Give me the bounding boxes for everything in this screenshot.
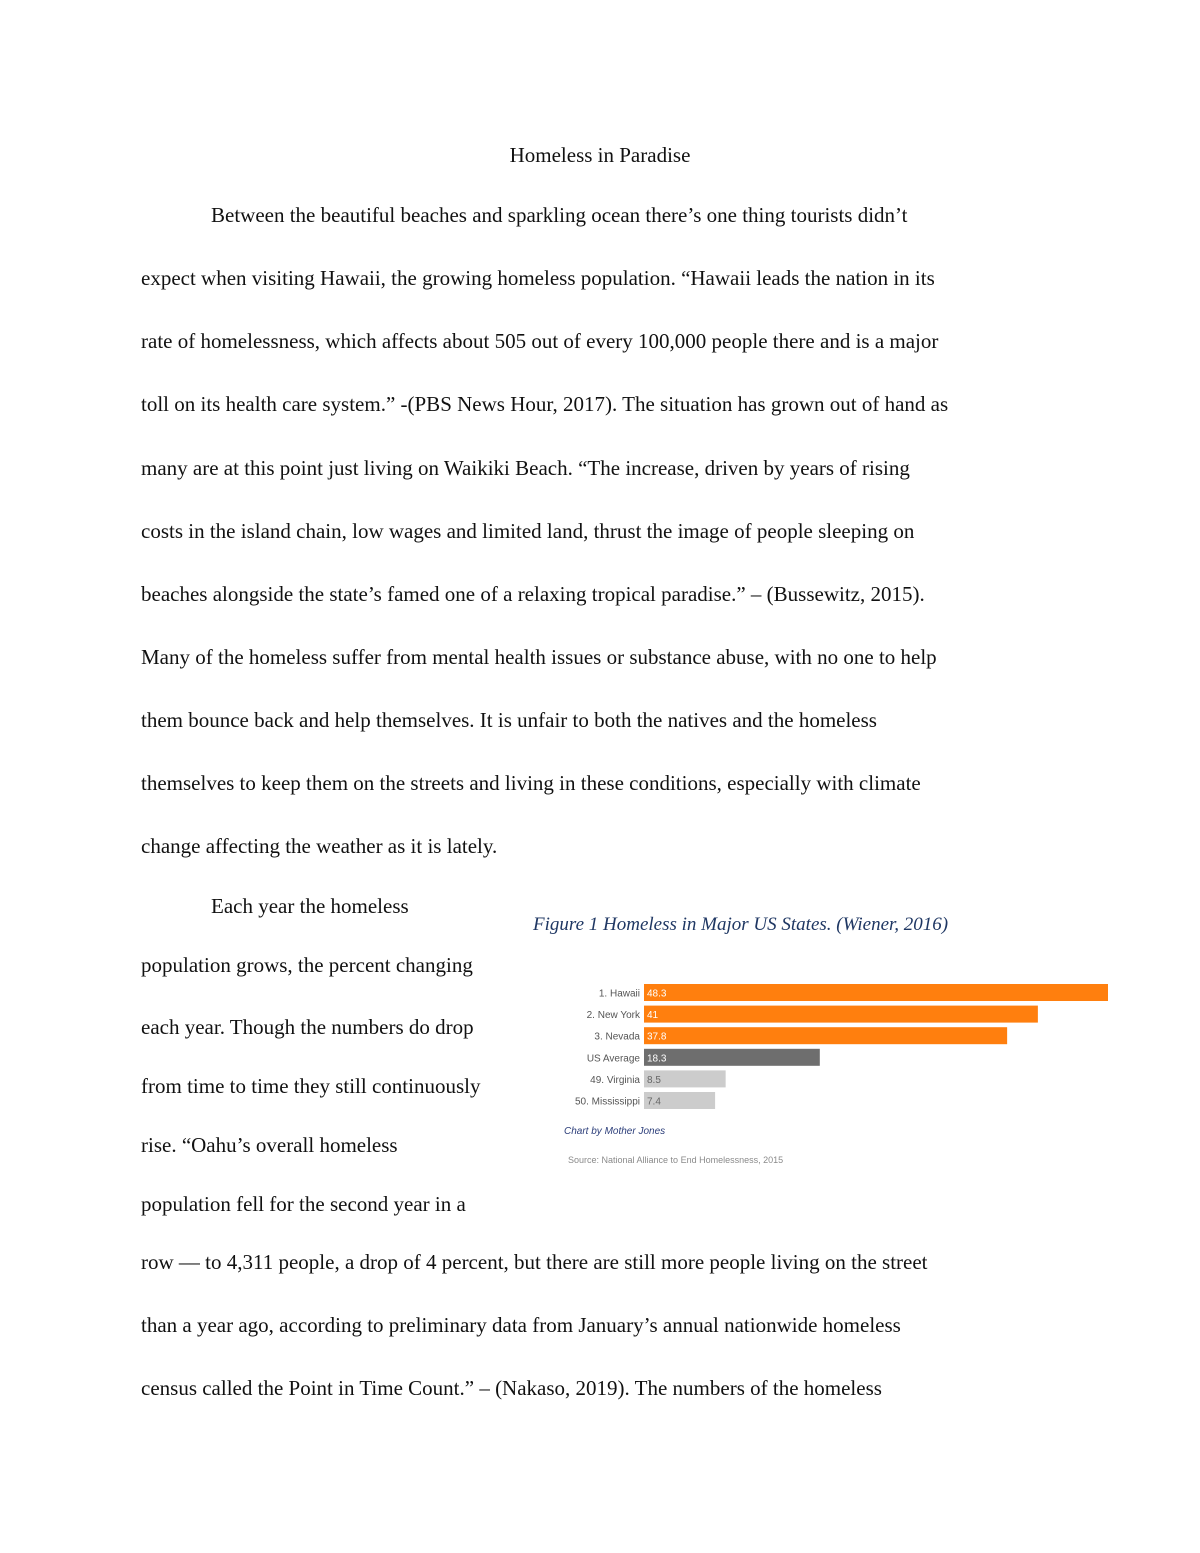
category-label: 3. Nevada (594, 1031, 640, 1043)
value-label: 18.3 (647, 1053, 667, 1065)
category-label: 50. Mississippi (574, 1096, 640, 1108)
paragraph-line: rate of homelessness, which affects about 505 out of every 100,000 people there and is a major (141, 329, 939, 353)
value-label: 7.4 (647, 1096, 661, 1108)
chart-source: Source: National Alliance to End Homelessness, 2015 (568, 1155, 784, 1165)
bar (644, 1006, 1038, 1023)
paragraph-line: expect when visiting Hawaii, the growing homeless population. “Hawaii leads the nation in its (141, 266, 935, 290)
category-label: 49. Virginia (590, 1074, 640, 1086)
paragraph-line: themselves to keep them on the streets and living in these conditions, especially with climate (141, 771, 921, 795)
figure-caption: Figure 1 Homeless in Major US States. (Wiener, 2016) (533, 914, 949, 935)
paragraph-line: row –– to 4,311 people, a drop of 4 percent, but there are still more people living on the street (141, 1250, 928, 1274)
paragraph-line: many are at this point just living on Waikiki Beach. “The increase, driven by years of rising (141, 456, 910, 480)
paragraph-line: costs in the island chain, low wages and limited land, thrust the image of people sleeping on (141, 519, 915, 543)
paragraph-line: population fell for the second year in a (141, 1192, 466, 1216)
paragraph-line: Between the beautiful beaches and sparkling ocean there’s one thing tourists didn’t (211, 203, 908, 227)
paragraph-line: beaches alongside the state’s famed one of a relaxing tropical paradise.” – (Bussewitz, 2015). (141, 582, 925, 606)
paragraph-line: them bounce back and help themselves. It is unfair to both the natives and the homeless (141, 708, 877, 732)
chart-credit: Chart by Mother Jones (564, 1126, 666, 1137)
value-label: 41 (647, 1010, 659, 1022)
paragraph-line: Each year the homeless (211, 894, 409, 918)
value-label: 48.3 (647, 988, 667, 1000)
paragraph-line: change affecting the weather as it is lately. (141, 834, 498, 858)
paragraph-line: from time to time they still continuously (141, 1074, 481, 1098)
bar (644, 1049, 820, 1066)
document-title: Homeless in Paradise (509, 143, 691, 167)
category-label: US Average (586, 1053, 640, 1065)
paragraph-line: rise. “Oahu’s overall homeless (141, 1133, 398, 1157)
category-label: 2. New York (586, 1010, 640, 1022)
paragraph-line: population grows, the percent changing (141, 953, 473, 977)
bar (644, 1027, 1007, 1044)
value-label: 37.8 (647, 1031, 667, 1043)
paragraph-line: Many of the homeless suffer from mental health issues or substance abuse, with no one to help (141, 645, 937, 669)
paragraph-line: census called the Point in Time Count.” – (Nakaso, 2019). The numbers of the homeless (141, 1376, 882, 1400)
paragraph-line: each year. Though the numbers do drop (141, 1015, 474, 1039)
paragraph-line: toll on its health care system.” -(PBS News Hour, 2017). The situation has grown out of hand as (141, 392, 949, 416)
value-label: 8.5 (647, 1074, 661, 1086)
category-label: 1. Hawaii (598, 988, 640, 1000)
homeless-bar-chart (548, 978, 1148, 1178)
bar (644, 984, 1108, 1001)
paragraph-line: than a year ago, according to preliminary data from January’s annual nationwide homeless (141, 1313, 901, 1337)
